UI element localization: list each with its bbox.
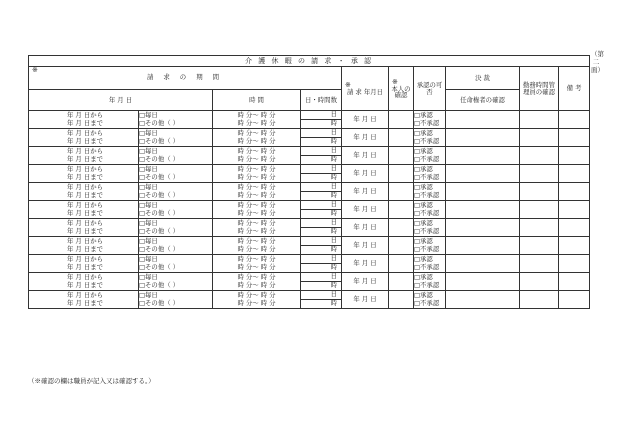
appointer-cell[interactable] [446,165,520,183]
request-row [29,183,590,201]
request-date-cell[interactable]: 年 月 日 [342,147,389,165]
not-approve-checkbox[interactable]: □不承認 [414,299,440,308]
appointer-cell[interactable] [446,237,520,255]
time-cell[interactable] [213,291,301,309]
approval-cell[interactable] [414,219,446,237]
remarks-cell[interactable] [559,273,590,291]
remarks-cell[interactable] [559,219,590,237]
daily-checkbox[interactable]: □毎日 [139,219,158,228]
other-checkbox[interactable]: □その他（ ） [139,299,180,308]
approve-checkbox[interactable]: □承認 [414,219,433,228]
daily-checkbox[interactable]: □毎日 [139,165,158,174]
appointer-header: 任命権者の確認 [446,90,520,111]
time-range-2: 時 分～ 時 分 [237,263,276,272]
approve-checkbox[interactable]: □承認 [414,129,433,138]
self-confirm-cell[interactable] [389,273,414,291]
appointer-cell[interactable] [446,129,520,147]
remarks-cell[interactable] [559,165,590,183]
date-from: 年 月 日から [67,147,104,156]
attendance-cell[interactable] [520,147,559,165]
attendance-cell[interactable] [520,219,559,237]
frequency-cell[interactable] [139,255,213,273]
remarks-cell[interactable] [559,111,590,129]
request-date-label: 請 求 年月日 [346,87,384,96]
time-cell[interactable] [213,255,301,273]
time-cell[interactable] [213,129,301,147]
mark-self: ※ [392,77,398,86]
remarks-cell[interactable] [559,147,590,165]
date-to: 年 月 日まで [67,173,104,182]
request-date-cell[interactable]: 年 月 日 [342,165,389,183]
date-to: 年 月 日まで [67,119,104,128]
hours-field[interactable]: 時 [330,263,337,271]
period-header [29,67,342,90]
days-field[interactable]: 日 [301,219,341,228]
approval-cell[interactable] [414,273,446,291]
time-range-1: 時 分～ 時 分 [237,219,276,228]
frequency-cell[interactable] [139,219,213,237]
date-range-cell[interactable] [29,129,139,147]
days-hours-cell[interactable] [301,201,342,219]
date-to: 年 月 日まで [67,281,104,290]
other-checkbox[interactable]: □その他（ ） [139,119,180,128]
date-to: 年 月 日まで [67,263,104,272]
attendance-cell[interactable] [520,111,559,129]
request-rows [29,111,590,309]
appointer-cell[interactable] [446,201,520,219]
days-field[interactable]: 日 [301,165,341,174]
not-approve-checkbox[interactable]: □不承認 [414,191,440,200]
remarks-cell[interactable] [559,201,590,219]
hours-field[interactable]: 時 [330,119,337,127]
attendance-cell[interactable] [520,291,559,309]
time-range-2: 時 分～ 時 分 [237,191,276,200]
date-range-cell[interactable] [29,255,139,273]
time-range-2: 時 分～ 時 分 [237,173,276,182]
date-subheader: 年 月 日 [29,90,213,111]
self-confirm-cell[interactable] [389,237,414,255]
not-approve-checkbox[interactable]: □不承認 [414,119,440,128]
daily-checkbox[interactable]: □毎日 [139,273,158,282]
days-field[interactable]: 日 [301,273,341,282]
date-from: 年 月 日から [67,165,104,174]
approval-cell[interactable] [414,201,446,219]
mark-period: ※ [32,66,38,74]
approval-cell[interactable] [414,111,446,129]
not-approve-checkbox[interactable]: □不承認 [414,263,440,272]
approval-cell[interactable] [414,183,446,201]
request-date-cell[interactable]: 年 月 日 [342,291,389,309]
time-range-1: 時 分～ 時 分 [237,273,276,282]
approve-checkbox[interactable]: □承認 [414,147,433,156]
hours-field[interactable]: 時 [330,299,337,307]
self-confirm-cell[interactable] [389,219,414,237]
date-range-cell[interactable] [29,201,139,219]
days-field[interactable]: 日 [301,111,341,120]
days-hours-cell[interactable] [301,273,342,291]
days-hours-cell[interactable] [301,129,342,147]
time-range-2: 時 分～ 時 分 [237,245,276,254]
appointer-cell[interactable] [446,273,520,291]
hours-field[interactable]: 時 [330,209,337,217]
date-from: 年 月 日から [67,255,104,264]
other-checkbox[interactable]: □その他（ ） [139,263,180,272]
approve-checkbox[interactable]: □承認 [414,201,433,210]
request-date-cell[interactable]: 年 月 日 [342,111,389,129]
request-row [29,201,590,219]
approval-cell[interactable] [414,147,446,165]
date-to: 年 月 日まで [67,209,104,218]
period-label: 請 求 の 期 間 [146,73,224,81]
other-checkbox[interactable]: □その他（ ） [139,227,180,236]
request-date-cell[interactable]: 年 月 日 [342,255,389,273]
time-subheader: 時 間 [213,90,301,111]
remarks-cell[interactable] [559,129,590,147]
self-confirm-cell[interactable] [389,147,414,165]
daily-checkbox[interactable]: □毎日 [139,291,158,300]
self-confirm-label: 本人の確認 [391,84,411,99]
appointer-cell[interactable] [446,219,520,237]
date-to: 年 月 日まで [67,227,104,236]
time-range-2: 時 分～ 時 分 [237,227,276,236]
decision-header: 決 裁 [446,67,520,90]
daily-checkbox[interactable]: □毎日 [139,201,158,210]
other-checkbox[interactable]: □その他（ ） [139,245,180,254]
time-range-1: 時 分～ 時 分 [237,201,276,210]
date-from: 年 月 日から [67,111,104,120]
hours-field[interactable]: 時 [330,155,337,163]
date-from: 年 月 日から [67,219,104,228]
remarks-cell[interactable] [559,291,590,309]
frequency-cell[interactable] [139,183,213,201]
daily-checkbox[interactable]: □毎日 [139,129,158,138]
date-to: 年 月 日まで [67,191,104,200]
side-label: （第二面） [591,50,604,74]
frequency-cell[interactable] [139,291,213,309]
approval-cell[interactable] [414,237,446,255]
hours-field[interactable]: 時 [330,137,337,145]
hours-field[interactable]: 時 [330,191,337,199]
time-range-1: 時 分～ 時 分 [237,237,276,246]
time-cell[interactable] [213,219,301,237]
request-date-header [342,67,389,111]
not-approve-checkbox[interactable]: □不承認 [414,155,440,164]
daily-checkbox[interactable]: □毎日 [139,111,158,120]
form-title: 介 護 休 暇 の 請 求 ・ 承 認 [29,56,590,67]
hours-field[interactable]: 時 [330,227,337,235]
request-date-cell[interactable]: 年 月 日 [342,201,389,219]
request-row [29,291,590,309]
request-date-cell[interactable]: 年 月 日 [342,237,389,255]
request-date-cell[interactable]: 年 月 日 [342,273,389,291]
not-approve-checkbox[interactable]: □不承認 [414,209,440,218]
frequency-cell[interactable] [139,273,213,291]
date-to: 年 月 日まで [67,299,104,308]
mark-request: ※ [345,80,351,89]
time-range-2: 時 分～ 時 分 [237,281,276,290]
approval-cell[interactable] [414,291,446,309]
approve-checkbox[interactable]: □承認 [414,183,433,192]
frequency-cell[interactable] [139,201,213,219]
days-hours-cell[interactable] [301,237,342,255]
remarks-cell[interactable] [559,183,590,201]
frequency-cell[interactable] [139,165,213,183]
time-range-1: 時 分～ 時 分 [237,111,276,120]
days-field[interactable]: 日 [301,237,341,246]
request-row [29,219,590,237]
other-checkbox[interactable]: □その他（ ） [139,173,180,182]
attendance-cell[interactable] [520,237,559,255]
approval-cell[interactable] [414,129,446,147]
appointer-cell[interactable] [446,183,520,201]
frequency-cell[interactable] [139,129,213,147]
time-cell[interactable] [213,147,301,165]
other-checkbox[interactable]: □その他（ ） [139,191,180,200]
days-hours-cell[interactable] [301,111,342,129]
not-approve-checkbox[interactable]: □不承認 [414,245,440,254]
other-checkbox[interactable]: □その他（ ） [139,155,180,164]
other-checkbox[interactable]: □その他（ ） [139,209,180,218]
time-cell[interactable] [213,273,301,291]
date-from: 年 月 日から [67,237,104,246]
approve-checkbox[interactable]: □承認 [414,111,433,120]
days-hours-subheader: 日・時間数 [301,90,342,111]
time-range-1: 時 分～ 時 分 [237,129,276,138]
hours-field[interactable]: 時 [330,245,337,253]
self-confirm-cell[interactable] [389,165,414,183]
care-leave-table [28,55,590,309]
days-hours-cell[interactable] [301,255,342,273]
request-row [29,165,590,183]
approval-header: 承認の可否 [414,67,446,111]
request-row [29,129,590,147]
days-field[interactable]: 日 [301,147,341,156]
other-checkbox[interactable]: □その他（ ） [139,137,180,146]
not-approve-checkbox[interactable]: □不承認 [414,173,440,182]
frequency-cell[interactable] [139,147,213,165]
time-cell[interactable] [213,201,301,219]
self-confirm-cell[interactable] [389,291,414,309]
form-sheet [28,55,589,309]
time-cell[interactable] [213,237,301,255]
days-hours-cell[interactable] [301,183,342,201]
request-row [29,255,590,273]
footnote: （※確認の欄は職員が記入又は確認する。） [28,377,155,385]
approve-checkbox[interactable]: □承認 [414,237,433,246]
days-field[interactable]: 日 [301,255,341,264]
time-range-1: 時 分～ 時 分 [237,291,276,300]
approval-cell[interactable] [414,165,446,183]
time-range-2: 時 分～ 時 分 [237,155,276,164]
self-confirm-cell[interactable] [389,111,414,129]
hours-field[interactable]: 時 [330,173,337,181]
approve-checkbox[interactable]: □承認 [414,291,433,300]
attendance-cell[interactable] [520,129,559,147]
time-range-2: 時 分～ 時 分 [237,119,276,128]
remarks-cell[interactable] [559,255,590,273]
time-range-1: 時 分～ 時 分 [237,183,276,192]
days-field[interactable]: 日 [301,201,341,210]
self-confirm-cell[interactable] [389,183,414,201]
time-range-2: 時 分～ 時 分 [237,299,276,308]
appointer-cell[interactable] [446,111,520,129]
attendance-cell[interactable] [520,201,559,219]
attendance-cell[interactable] [520,255,559,273]
date-range-cell[interactable] [29,111,139,129]
days-field[interactable]: 日 [301,291,341,300]
time-range-1: 時 分～ 時 分 [237,147,276,156]
date-from: 年 月 日から [67,291,104,300]
self-confirm-cell[interactable] [389,129,414,147]
date-to: 年 月 日まで [67,137,104,146]
self-confirm-cell[interactable] [389,201,414,219]
attendance-cell[interactable] [520,273,559,291]
date-range-cell[interactable] [29,291,139,309]
request-date-cell[interactable]: 年 月 日 [342,129,389,147]
request-date-cell[interactable]: 年 月 日 [342,219,389,237]
self-confirm-header [389,67,414,111]
daily-checkbox[interactable]: □毎日 [139,255,158,264]
approval-cell[interactable] [414,255,446,273]
date-from: 年 月 日から [67,201,104,210]
time-cell[interactable] [213,183,301,201]
daily-checkbox[interactable]: □毎日 [139,183,158,192]
request-row [29,273,590,291]
days-hours-cell[interactable] [301,147,342,165]
appointer-cell[interactable] [446,255,520,273]
date-to: 年 月 日まで [67,245,104,254]
request-row [29,111,590,129]
daily-checkbox[interactable]: □毎日 [139,147,158,156]
appointer-cell[interactable] [446,147,520,165]
date-from: 年 月 日から [67,129,104,138]
self-confirm-cell[interactable] [389,255,414,273]
date-range-cell[interactable] [29,165,139,183]
request-row [29,237,590,255]
frequency-cell[interactable] [139,111,213,129]
time-range-1: 時 分～ 時 分 [237,165,276,174]
approve-checkbox[interactable]: □承認 [414,273,433,282]
approve-checkbox[interactable]: □承認 [414,165,433,174]
remarks-cell[interactable] [559,237,590,255]
daily-checkbox[interactable]: □毎日 [139,237,158,246]
approve-checkbox[interactable]: □承認 [414,255,433,264]
not-approve-checkbox[interactable]: □不承認 [414,227,440,236]
not-approve-checkbox[interactable]: □不承認 [414,281,440,290]
date-range-cell[interactable] [29,147,139,165]
appointer-cell[interactable] [446,291,520,309]
time-cell[interactable] [213,111,301,129]
days-hours-cell[interactable] [301,291,342,309]
not-approve-checkbox[interactable]: □不承認 [414,137,440,146]
time-cell[interactable] [213,165,301,183]
remarks-header: 備 考 [559,67,590,111]
date-range-cell[interactable] [29,183,139,201]
request-row [29,147,590,165]
time-range-1: 時 分～ 時 分 [237,255,276,264]
frequency-cell[interactable] [139,237,213,255]
date-from: 年 月 日から [67,273,104,282]
attendance-header: 勤務時間管理員の確認 [520,67,559,111]
hours-field[interactable]: 時 [330,281,337,289]
date-to: 年 月 日まで [67,155,104,164]
date-from: 年 月 日から [67,183,104,192]
date-range-cell[interactable] [29,237,139,255]
date-range-cell[interactable] [29,273,139,291]
attendance-cell[interactable] [520,183,559,201]
other-checkbox[interactable]: □その他（ ） [139,281,180,290]
request-date-cell[interactable]: 年 月 日 [342,183,389,201]
time-range-2: 時 分～ 時 分 [237,209,276,218]
time-range-2: 時 分～ 時 分 [237,137,276,146]
days-hours-cell[interactable] [301,219,342,237]
attendance-cell[interactable] [520,165,559,183]
days-field[interactable]: 日 [301,183,341,192]
days-field[interactable]: 日 [301,129,341,138]
date-range-cell[interactable] [29,219,139,237]
days-hours-cell[interactable] [301,165,342,183]
